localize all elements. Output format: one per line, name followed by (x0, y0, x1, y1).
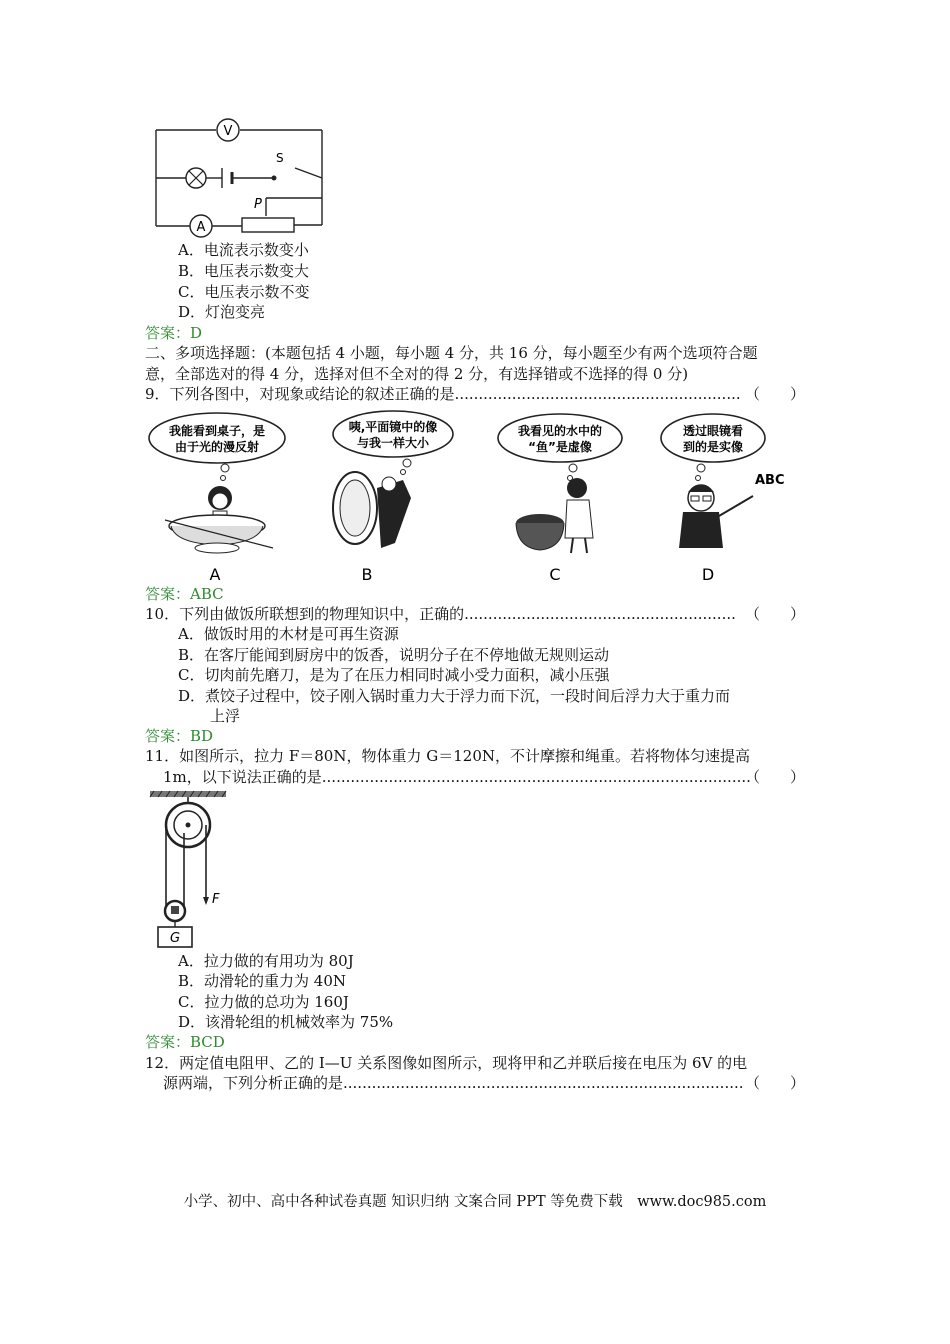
q9-bubble-c-line2: “鱼”是虚像 (528, 440, 592, 454)
switch-symbol (272, 151, 284, 181)
page-footer: 小学、初中、高中各种试卷真题 知识归纳 文案合同 PPT 等免费下载 www.doc985.com (183, 1194, 767, 1210)
q11-stem-line2: 1m，以下说法正确的是.......................................................................................... (163, 768, 751, 786)
q9-label-c: C (549, 565, 561, 584)
switch-label: S (276, 151, 284, 165)
section2-heading-line1: 二、多项选择题：(本题包括 4 小题，每小题 4 分，共 16 分，每小题至少有两个选项符合题 (145, 344, 758, 362)
q8-answer: 答案：D (145, 324, 203, 342)
q11-stem-line1: 11．如图所示，拉力 F＝80N，物体重力 G＝120N，不计摩擦和绳重。若将物体匀速提高 (145, 747, 750, 765)
q11-pulley-diagram (148, 789, 238, 951)
voltmeter-symbol (217, 119, 239, 141)
q8-option-d: D．灯泡变亮 (178, 303, 266, 321)
q9-bubble-a-line2: 由于光的漫反射 (174, 440, 260, 454)
q9-bubble-c-line1: 我看见的水中的 (517, 424, 603, 438)
q9-label-b: B (361, 565, 373, 584)
q9-bubble-b-line1: 咦,平面镜中的像 (348, 420, 438, 434)
q11-force-label: F (212, 892, 220, 907)
q9-label-a: A (209, 565, 221, 584)
q8-circuit-diagram (150, 118, 330, 238)
q9-panel-c (498, 414, 622, 584)
q10-option-a: A．做饭时用的木材是可再生资源 (178, 625, 399, 643)
q9-figure (145, 408, 795, 586)
q9-answer: 答案：ABC (145, 585, 224, 603)
voltmeter-label: V (223, 124, 233, 139)
q10-answer-bracket: （ ） (745, 605, 806, 623)
section2-heading-line2: 意，全部选对的得 4 分，选择对但不全对的得 2 分，有选择错或不选择的得 0 分) (145, 365, 689, 383)
q8-option-c: C．电压表示数不变 (178, 283, 310, 301)
q11-answer-bracket: （ ） (745, 768, 806, 786)
q10-option-d: D．煮饺子过程中，饺子刚入锅时重力大于浮力而下沉，一段时间后浮力大于重力而 (178, 687, 731, 705)
q9-stem: 9．下列各图中，对现象或结论的叙述正确的是............................................................ (145, 385, 741, 403)
q11-option-c: C．拉力做的总功为 160J (178, 993, 349, 1011)
q11-option-d: D．该滑轮组的机械效率为 75% (178, 1013, 394, 1031)
q8-option-a: A．电流表示数变小 (178, 241, 309, 259)
q9-bubble-d-line1: 透过眼镜看 (682, 424, 744, 438)
q11-option-b: B．动滑轮的重力为 40N (178, 972, 347, 990)
q10-option-b: B．在客厅能闻到厨房中的饭香，说明分子在不停地做无规则运动 (178, 646, 610, 664)
q10-option-c: C．切肉前先磨刀，是为了在压力相同时减小受力面积，减小压强 (178, 666, 610, 684)
q9-bubble-b-line2: 与我一样大小 (356, 436, 430, 450)
q11-option-a: A．拉力做的有用功为 80J (178, 952, 354, 970)
ammeter-label: A (196, 220, 206, 235)
lamp-symbol (186, 168, 206, 188)
q12-stem-line2: 源两端，下列分析正确的是.................................................................................... (163, 1074, 744, 1092)
ammeter-symbol (190, 215, 212, 237)
q10-answer: 答案：BD (145, 727, 214, 745)
q11-answer: 答案：BCD (145, 1033, 225, 1051)
q12-answer-bracket: （ ） (745, 1074, 806, 1092)
q9-answer-bracket: （ ） (745, 385, 806, 403)
q10-option-d-continuation: 上浮 (210, 707, 241, 725)
slider-label: P (254, 197, 262, 212)
q9-board-text: ABC (755, 473, 785, 488)
q10-stem: 10．下列由做饭所联想到的物理知识中，正确的......................................................... (145, 605, 736, 623)
q12-stem-line1: 12．两定值电阻甲、乙的 I—U 关系图像如图所示，现将甲和乙并联后接在电压为 6V 的电 (145, 1054, 748, 1072)
q11-weight-label: G (169, 931, 181, 946)
q9-bubble-a-line1: 我能看到桌子，是 (168, 424, 266, 438)
q9-panel-d (661, 414, 785, 584)
q8-option-b: B．电压表示数变大 (178, 262, 310, 280)
q9-label-d: D (701, 565, 715, 584)
q9-panel-b (333, 411, 453, 584)
q9-bubble-d-line2: 到的是实像 (682, 440, 744, 454)
battery-symbol (222, 168, 232, 188)
q9-panel-a (149, 413, 285, 584)
